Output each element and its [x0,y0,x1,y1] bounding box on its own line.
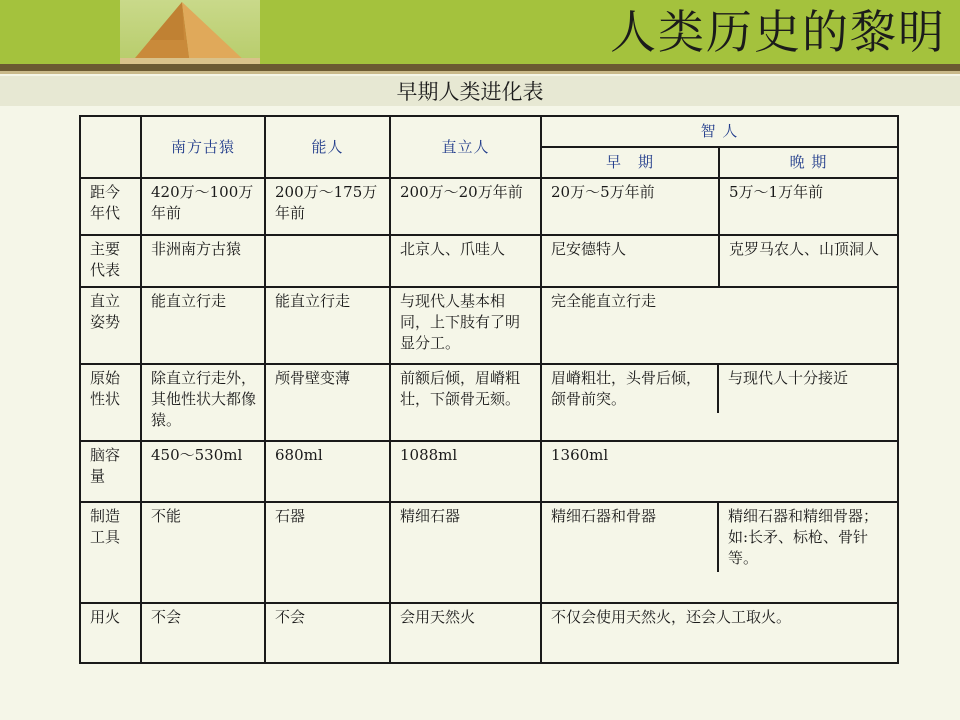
table-cell: 会用天然火 [390,603,541,663]
table-row [80,364,898,441]
page-title: 人类历史的黎明 [610,5,946,59]
table-cell: 1088ml [390,441,541,502]
table-cell: 680ml [265,441,390,502]
table-cell [265,235,390,287]
evolution-table [79,115,899,664]
col-header-early: 早 期 [541,147,719,178]
table-cell: 精细石器和精细骨器；如:长矛、标枪、骨针等。 [728,507,879,567]
row-label: 原始性状 [80,364,141,441]
split-cell [541,364,898,441]
table-cell: 200万～20万年前 [390,178,541,235]
table-cell: 不仅会使用天然火，还会人工取火。 [541,603,898,663]
table-cell: 与现代人十分接近 [728,369,849,387]
pyramid-image [120,0,260,64]
row-label: 用火 [80,603,141,663]
table-cell: 精细石器 [390,502,541,603]
table-cell: 北京人、爪哇人 [390,235,541,287]
table-row [80,441,898,502]
row-label: 制造工具 [80,502,141,603]
table-cell: 20万～5万年前 [541,178,719,235]
divider [0,71,960,74]
table-cell: 颅骨壁变薄 [265,364,390,441]
table-row [80,178,898,235]
col-header-homo-habilis: 能人 [265,116,390,178]
table-cell: 石器 [265,502,390,603]
table-cell: 完全能直立行走 [541,287,898,364]
table-title: 早期人类进化表 [396,80,544,104]
table-cell: 不会 [141,603,265,663]
table-row [80,502,898,603]
table-cell: 与现代人基本相同，上下肢有了明显分工。 [390,287,541,364]
table-cell: 克罗马农人、山顶洞人 [719,235,898,287]
divider [0,64,960,71]
row-label: 直立姿势 [80,287,141,364]
table-cell: 除直立行走外，其他性状大都像猿。 [141,364,265,441]
table-row [80,235,898,287]
table-cell: 200万～175万年前 [265,178,390,235]
table-cell: 眉嵴粗壮，头骨后倾，颌骨前突。 [542,365,719,413]
split-cell [541,502,898,603]
table-cell: 非洲南方古猿 [141,235,265,287]
table-cell: 能直立行走 [141,287,265,364]
table-cell: 5万～1万年前 [719,178,898,235]
table-cell: 1360ml [541,441,898,502]
table-cell: 450～530ml [141,441,265,502]
col-header-australopithecus: 南方古猿 [141,116,265,178]
corner-cell [80,116,141,178]
table-cell: 前额后倾，眉嵴粗壮，下颌骨无颏。 [390,364,541,441]
table-cell: 不会 [265,603,390,663]
table-row [80,287,898,364]
col-header-late: 晚 期 [719,147,898,178]
table-row [80,603,898,663]
table-cell: 不能 [141,502,265,603]
row-label: 脑容量 [80,441,141,502]
col-header-homo-sapiens: 智 人 [541,116,898,147]
table-cell: 能直立行走 [265,287,390,364]
table-cell: 420万～100万年前 [141,178,265,235]
col-header-homo-erectus: 直立人 [390,116,541,178]
row-label: 距今年代 [80,178,141,235]
table-cell: 尼安德特人 [541,235,719,287]
row-label: 主要代表 [80,235,141,287]
table-cell: 精细石器和骨器 [542,503,719,572]
